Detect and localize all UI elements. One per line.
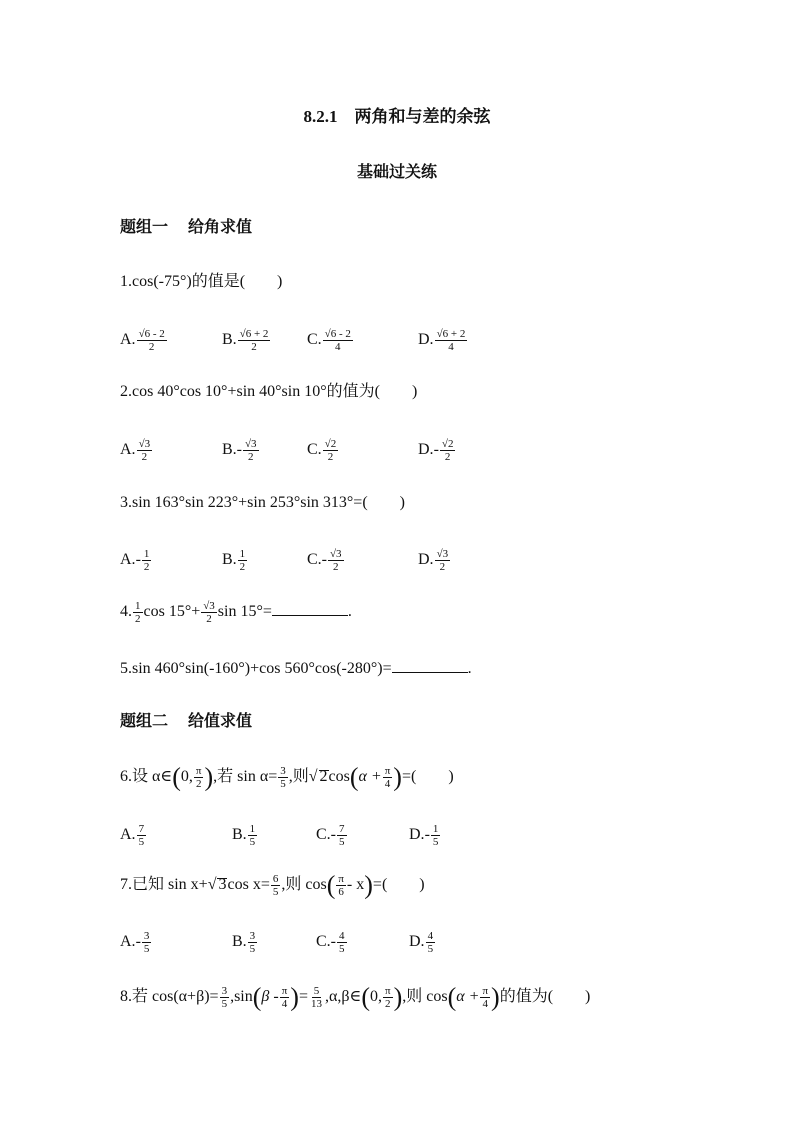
q3-options: [0, 540, 794, 576]
q2-option-b[interactable]: B.- $\frac{√3}{2}$: [222, 438, 257, 463]
q7-stem: 7.已知 sin x+√ 3cos x= $\frac{6}{5}$ ,则 cos( $\frac{\pi}{6}$ - x)=( ): [120, 870, 425, 900]
q2-options: [0, 430, 794, 466]
q3-stem: 3.sin 163°sin 223°+sin 253°sin 313°=( ): [120, 494, 405, 511]
group1-topic: 给角求值: [188, 219, 253, 236]
q8-stem: 8.若 cos(α+β)= $\frac{3}{5}$ ,sin(β - $\frac{\pi}{4}$ )= $\frac{5}{13}$ ,α,β∈(0, $\frac{\pi}{2}$ ),则 cos(α + $\frac{\pi}{4}$ )的值为( ): [120, 982, 591, 1012]
q4-answer-blank[interactable]: [272, 601, 348, 616]
q6-option-b[interactable]: B. $\frac{1}{5}$: [232, 823, 256, 848]
section-subtitle: 基础过关练: [356, 164, 437, 181]
q2-option-a[interactable]: A. $\frac{√3}{2}$: [120, 438, 151, 463]
q3-option-c[interactable]: C.- $\frac{√3}{2}$: [307, 548, 342, 573]
q5-stem: 5.sin 460°sin(-160°)+cos 560°cos(-280°)= .: [120, 660, 472, 677]
group1-name: 题组一: [120, 219, 169, 236]
q7-option-b[interactable]: B. $\frac{3}{5}$: [232, 930, 256, 955]
q6-option-c[interactable]: C.- $\frac{7}{5}$: [316, 823, 345, 848]
group1-heading: [120, 218, 252, 238]
q4-stem: 4. $\frac{1}{2}$ cos 15°+ $\frac{√3}{2}$ sin 15°= .: [120, 600, 352, 625]
q6-options: [0, 815, 794, 851]
q6-option-d[interactable]: D.- $\frac{1}{5}$: [409, 823, 439, 848]
group2-topic: 给值求值: [188, 713, 253, 730]
q6-option-a[interactable]: A. $\frac{7}{5}$: [120, 823, 145, 848]
q1-option-d[interactable]: D. $\frac{√6 + 2}{4}$: [418, 328, 466, 353]
page-title: 8.2.1 两角和与差的余弦: [303, 107, 491, 126]
q2-option-d[interactable]: D.- $\frac{√2}{2}$: [418, 438, 454, 463]
q7-option-c[interactable]: C.- $\frac{4}{5}$: [316, 930, 345, 955]
q1-option-c[interactable]: C. $\frac{√6 - 2}{4}$: [307, 328, 351, 353]
group2-name: 题组二: [120, 713, 169, 730]
q1-options: [0, 320, 794, 356]
q1-stem: 1.cos(-75°)的值是( ): [120, 273, 283, 290]
q1-option-a[interactable]: A. $\frac{√6 - 2}{2}$: [120, 328, 165, 353]
q7-option-d[interactable]: D. $\frac{4}{5}$: [409, 930, 434, 955]
q3-option-b[interactable]: B. $\frac{1}{2}$: [222, 548, 246, 573]
q7-options: [0, 922, 794, 958]
q6-stem: 6.设 α∈(0, $\frac{\pi}{2}$ ),若 sin α= $\frac{3}{5}$ ,则√ 2cos(α + $\frac{\pi}{4}$ )=( ): [120, 762, 454, 792]
q1-option-b[interactable]: B. $\frac{√6 + 2}{2}$: [222, 328, 269, 353]
q3-option-d[interactable]: D. $\frac{√3}{2}$: [418, 548, 449, 573]
q2-option-c[interactable]: C. $\frac{√2}{2}$: [307, 438, 337, 463]
q3-option-a[interactable]: A.- $\frac{1}{2}$: [120, 548, 150, 573]
group2-heading: [120, 712, 252, 732]
q7-option-a[interactable]: A.- $\frac{3}{5}$: [120, 930, 150, 955]
q2-stem: 2.cos 40°cos 10°+sin 40°sin 10°的值为( ): [120, 383, 418, 400]
q5-answer-blank[interactable]: [392, 658, 468, 673]
